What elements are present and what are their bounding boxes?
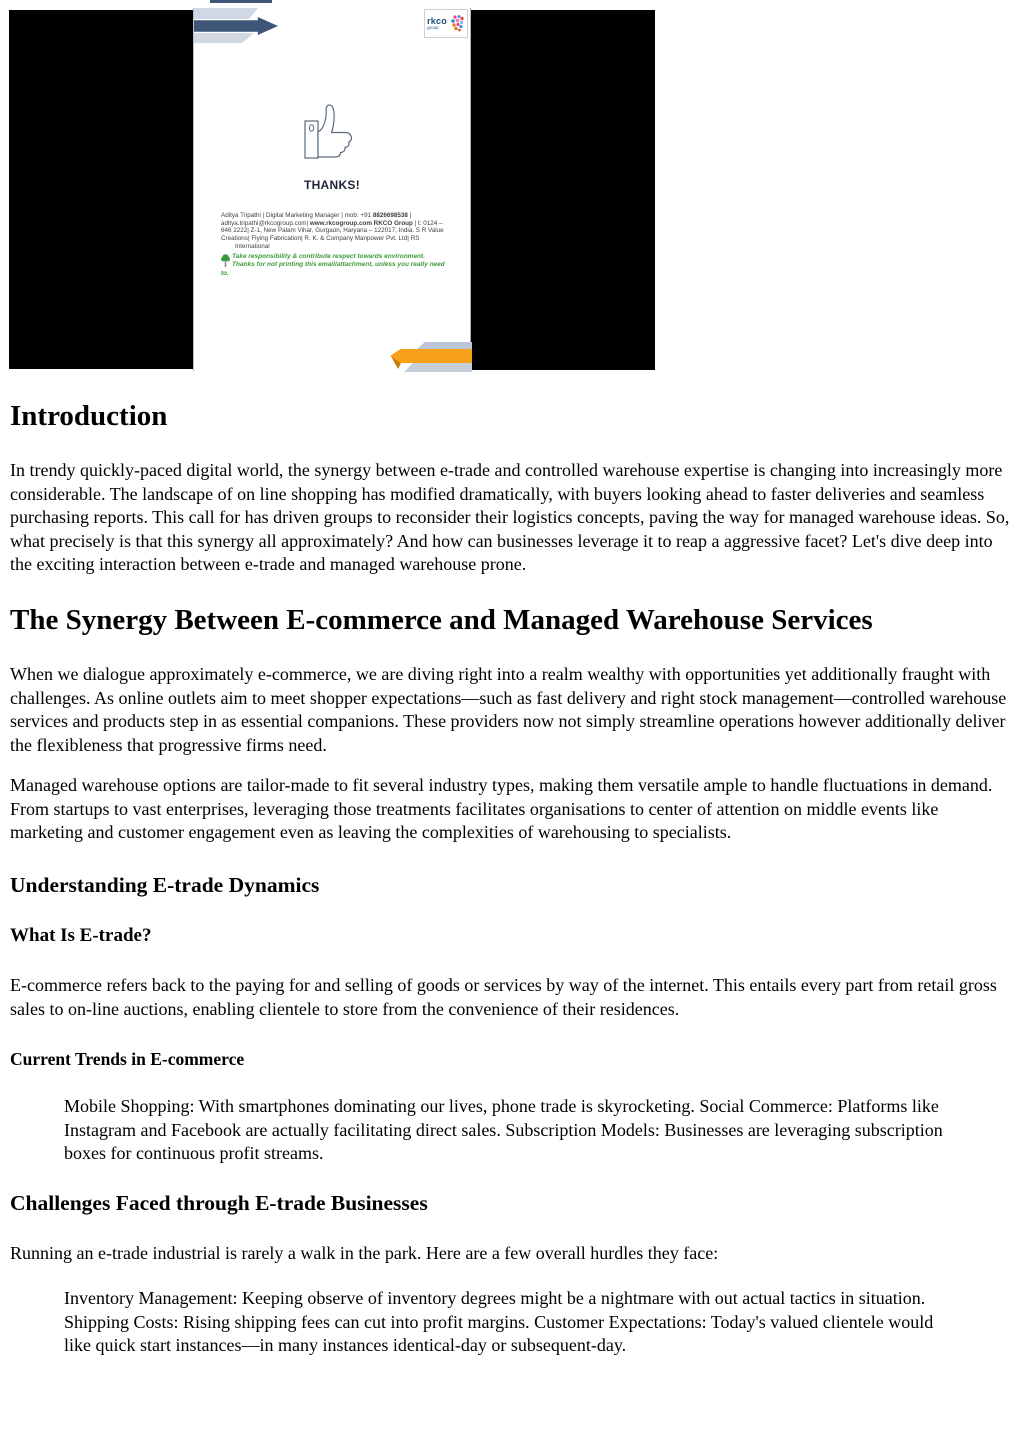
thanks-label: THANKS! (303, 178, 361, 192)
logo-text-group: group (427, 24, 439, 30)
article-body (10, 400, 1014, 1358)
paragraph-introduction: In trendy quickly-paced digital world, the synergy between e-trade and controlled warehouse expertise is changing into increasingly more considerable. The landscape of on line shopping has modified dramatically, with buyers looking ahead to faster deliveries and seamless purchasing reports. This call for has driven groups to reconsider their logistics concepts, paving the way for managed warehouse ideas. So, what precisely is that this synergy all approximately? And how can businesses leverage it to reap a aggressive facet? Let's dive deep into the exciting interaction between e-trade and managed warehouse prone. (10, 460, 1010, 575)
top-accent-sliver (210, 0, 272, 3)
heading-current-trends: Current Trends in E-commerce (10, 1049, 245, 1070)
logo-text-rkco: rkco (427, 15, 447, 26)
heading-what-is-etrade: What Is E-trade? (10, 925, 152, 947)
eco-line: Take responsibility & contribute respect towards environment. (232, 253, 425, 260)
top-gray-band (194, 33, 254, 43)
left-arrow-ribbon-icon (390, 349, 472, 363)
paragraph-synergy-2: Managed warehouse options are tailor-made to fit several industry types, making them versatile ample to handle fluctuations in demand. From startups to vast enterprises, leveraging those treatments facilitates organisations to center of attention on middle events like marketing and customer engagement even as leaving the complexities of warehousing to specialists. (10, 775, 993, 843)
signature-line (221, 212, 444, 220)
signature-line: 646 2222| Z-1, New Palam Vihar, Gurgaon, Haryana – 122017, India. S R Value (221, 227, 444, 235)
signature-line: International (235, 242, 270, 250)
signature-line (221, 220, 444, 228)
signature-text: | t: 0124 – (412, 219, 443, 227)
signature-phone: 8826698538 (372, 212, 408, 219)
signature-email: aditya.tripathi@rkcogroup.com| (221, 219, 310, 227)
paragraph-challenges-intro: Running an e-trade industrial is rarely a walk in the park. Here are a few overall hurdles they face: (10, 1242, 719, 1263)
top-light-band (194, 8, 258, 19)
paragraph-what-is-etrade: E-commerce refers back to the paying for and selling of goods or services by way of the internet. This entails every part from retail gross sales to on-line auctions, enabling clientele to store from the convenience of their residences. (10, 975, 997, 1019)
eco-line: Thanks for not printing this email/attachment, unless you really need (232, 261, 445, 269)
bottom-gray-band (404, 363, 472, 372)
logo-dots-icon (449, 14, 465, 34)
heading-challenges: Challenges Faced through E-trade Businesses (10, 1190, 428, 1215)
blockquote-current-trends: Mobile Shopping: With smartphones dominating our lives, phone trade is skyrocketing. Social Commerce: Platforms like Instagram and Facebook are actually facilitating direct sales. Subscription Models: Businesses are leveraging subscription boxes for continuous profit streams. (64, 1096, 943, 1164)
eco-note (221, 253, 445, 278)
eco-line: to. (221, 269, 229, 277)
signature-line: Creations| Flying Fabrication| R. K. & Company Manpower Pvt. Ltd| RS (221, 235, 420, 243)
slide-area (193, 8, 471, 371)
signature-text: | (407, 212, 412, 219)
paragraph-synergy-1: When we dialogue approximately e-commerce, we are diving right into a realm wealthy with opportunities yet additionally fraught with challenges. As online outlets aim to meet shopper expectations—such as fast delivery and right stock management—controlled warehouse services and products step in as essential companions. These providers now not simply streamline operations however additionally deliver the flexibleness that progressive firms need. (10, 664, 1007, 755)
bottom-light-band (416, 342, 472, 350)
blockquote-challenges: Inventory Management: Keeping observe of inventory degrees might be a nightmare with out actual tactics in situation. Shipping Costs: Rising shipping fees can cut into profit margins. Customer Expectations: Today's valued clientele would like quick start instances—in many instances identical-day or subsequent-day. (64, 1288, 934, 1356)
right-arrow-accent-icon (194, 17, 278, 35)
signature-block (221, 212, 444, 251)
rkco-logo (424, 9, 468, 38)
heading-synergy: The Synergy Between E-commerce and Managed Warehouse Services (10, 603, 873, 636)
tree-icon (221, 254, 230, 269)
email-signature-image (8, 8, 655, 371)
signature-text: Aditya Tripathi | Digital Marketing Manager | mob: +91 (221, 212, 373, 219)
rkco-logo-wordmark (427, 17, 447, 31)
heading-introduction: Introduction (10, 400, 168, 432)
signature-website: www.rkcogroup.com RKCO Group (309, 219, 413, 227)
left-black-panel (9, 10, 193, 369)
heading-etrade-dynamics: Understanding E-trade Dynamics (10, 872, 320, 897)
thumbs-up-icon (304, 96, 356, 162)
right-black-panel (471, 10, 655, 370)
